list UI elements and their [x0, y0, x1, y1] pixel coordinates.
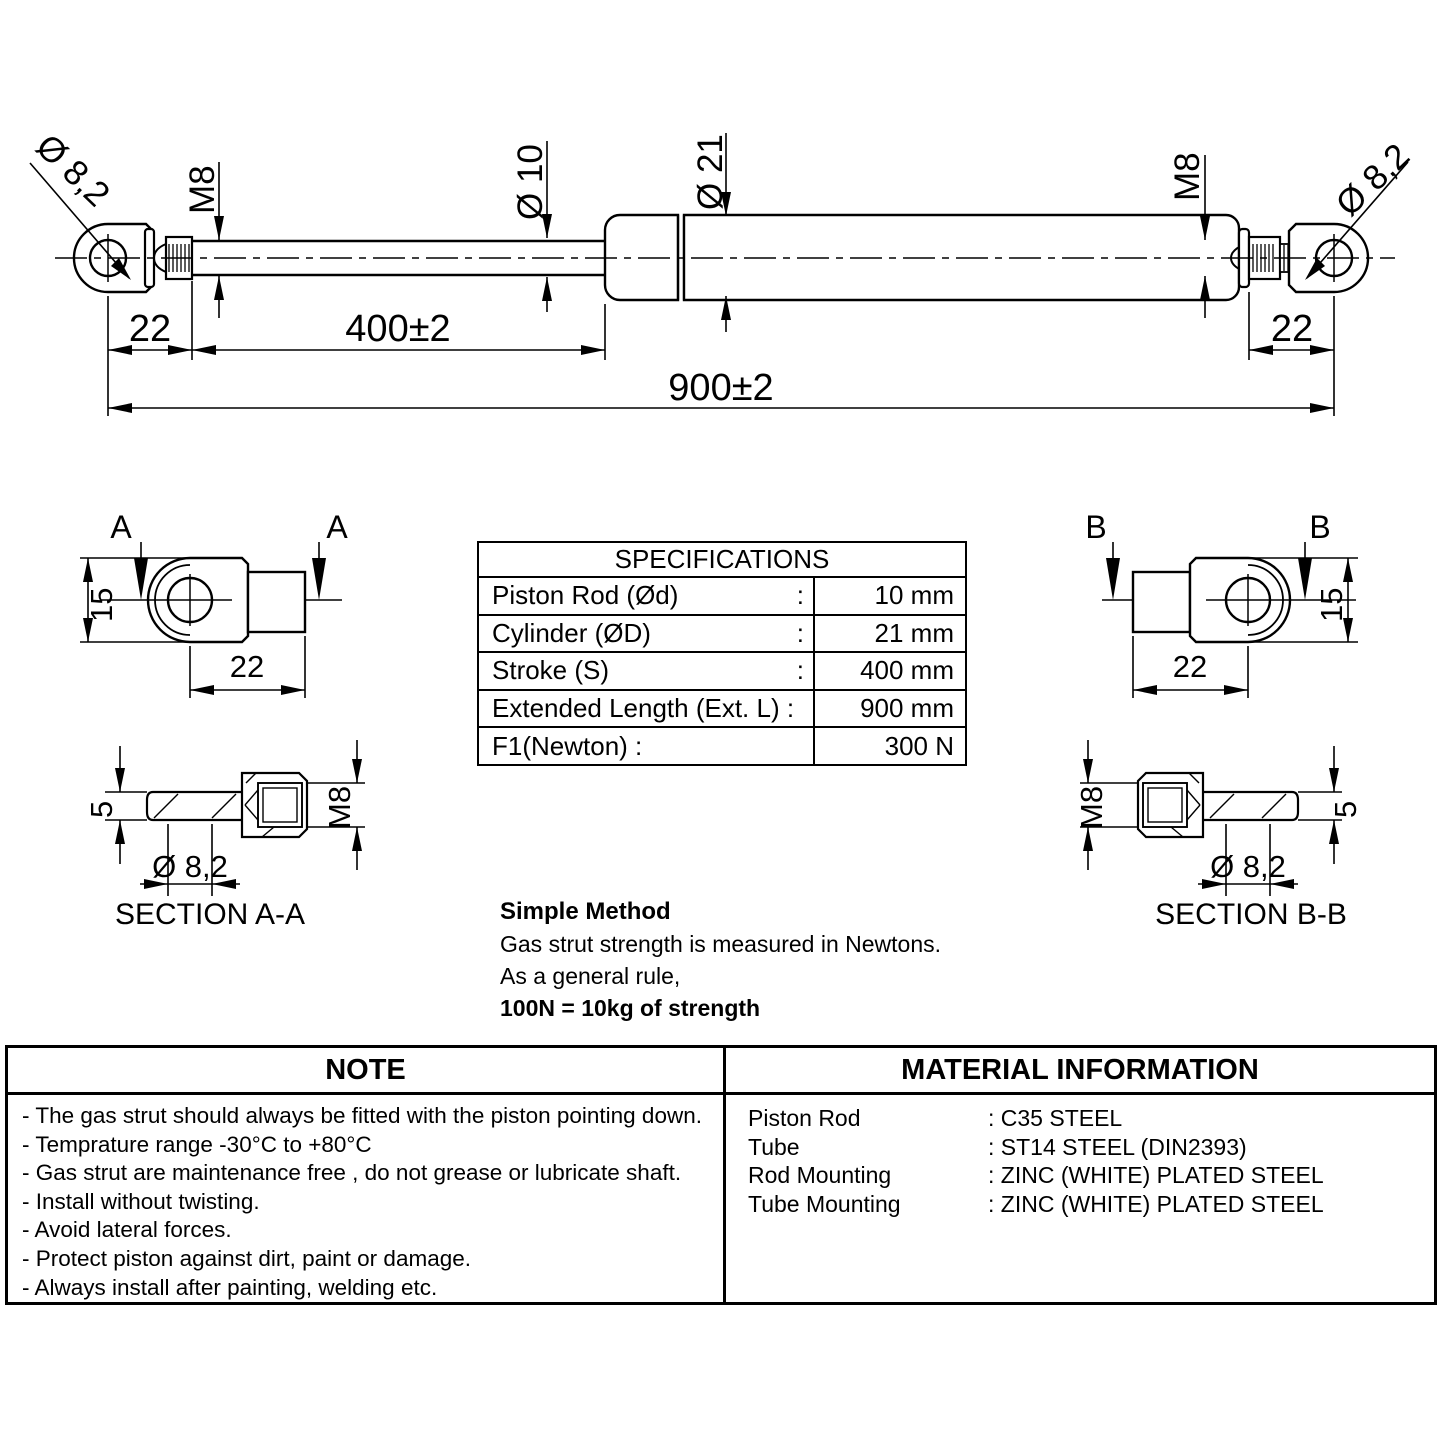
material-label: Rod Mounting [748, 1162, 892, 1189]
spec-label: Piston Rod (Ød) [492, 580, 679, 611]
note-item: - Gas strut are maintenance free , do not grease or lubricate shaft. [22, 1160, 682, 1186]
simple-method-block [500, 896, 970, 1024]
material-label: Tube Mounting [748, 1190, 901, 1217]
spec-label: Extended Length (Ext. L) : [492, 693, 795, 724]
section-b-width-label: 22 [1172, 649, 1208, 684]
material-colon: : [988, 1190, 995, 1217]
specifications-title: SPECIFICATIONS [479, 543, 965, 578]
right-eye-dia-label: Ø 8,2 [1328, 136, 1418, 224]
material-header: MATERIAL INFORMATION [726, 1048, 1434, 1095]
left-eye-dia-label: Ø 8,2 [28, 126, 118, 215]
note-item: - Always install after painting, welding etc. [22, 1274, 438, 1300]
section-a-hole-label: Ø 8,2 [152, 849, 228, 884]
spec-value: 21 mm [874, 617, 954, 648]
spec-row-stroke [479, 653, 965, 691]
note-list [8, 1095, 723, 1302]
section-a-thickness-label: 5 [84, 800, 119, 818]
left-thread-label: M8 [183, 165, 222, 214]
specifications-table [477, 541, 967, 766]
spec-value: 300 N [884, 730, 954, 761]
spec-label: F1(Newton) : [492, 730, 643, 761]
note-header: NOTE [8, 1048, 723, 1095]
section-b-stub [1133, 572, 1190, 632]
simple-method-line3: 100N = 10kg of strength [500, 995, 761, 1021]
spec-row-force [479, 728, 965, 764]
section-a-title: SECTION A-A [114, 898, 306, 931]
section-a-width-label: 22 [229, 649, 265, 684]
material-value: ZINC (WHITE) PLATED STEEL [1000, 1190, 1324, 1217]
note-item: - Install without twisting. [22, 1188, 260, 1214]
material-column [726, 1048, 1434, 1302]
dim-extended-length-label: 900±2 [668, 367, 774, 409]
note-item: - Protect piston against dirt, paint or damage. [22, 1245, 471, 1271]
material-colon: : [988, 1133, 995, 1160]
section-b-hole-label: Ø 8,2 [1210, 849, 1286, 884]
spec-value: 10 mm [874, 580, 954, 611]
spec-row-cylinder [479, 616, 965, 654]
material-row-tube [748, 1133, 1424, 1162]
section-a-marker-right: A [326, 509, 348, 545]
dim-left-eye-label: 22 [128, 308, 172, 350]
spec-row-extended-length [479, 691, 965, 729]
section-a-thread-label: M8 [322, 785, 357, 829]
note-item: - The gas strut should always be fitted with the piston pointing down. [22, 1103, 702, 1128]
material-row-piston-rod [748, 1104, 1424, 1133]
material-colon: : [988, 1105, 995, 1131]
spec-label: Stroke (S) [492, 655, 610, 686]
material-list [726, 1095, 1434, 1218]
note-material-table [5, 1045, 1437, 1305]
simple-method-title: Simple Method [500, 898, 671, 925]
section-a-height-label: 15 [84, 587, 119, 622]
spec-label: Cylinder (ØD) [492, 617, 651, 648]
material-value: ST14 STEEL (DIN2393) [1000, 1133, 1247, 1160]
gas-strut-assembly-view [55, 215, 1395, 300]
simple-method-line2: As a general rule, [500, 963, 681, 989]
section-b-marker-right: B [1309, 509, 1331, 545]
right-thread-label: M8 [1168, 152, 1207, 201]
spec-row-piston-rod [479, 578, 965, 616]
section-a-stub [248, 572, 305, 632]
spec-value: 900 mm [860, 693, 954, 724]
dim-stroke-label: 400±2 [345, 308, 451, 350]
section-b-marker-left: B [1085, 509, 1107, 545]
section-b-thread-label: M8 [1074, 785, 1109, 829]
spec-colon: : [796, 655, 804, 686]
spec-value: 400 mm [860, 655, 954, 686]
material-value: C35 STEEL [1000, 1105, 1123, 1131]
note-item: - Avoid lateral forces. [22, 1217, 232, 1243]
simple-method-line1: Gas strut strength is measured in Newtons. [500, 931, 942, 957]
section-b-title: SECTION B-B [1155, 898, 1347, 931]
material-colon: : [988, 1162, 995, 1189]
material-label: Tube [748, 1133, 800, 1160]
section-a-bar [147, 792, 242, 820]
rod-dia-label: Ø 10 [511, 144, 550, 220]
section-b-height-label: 15 [1314, 587, 1349, 622]
material-row-rod-mounting [748, 1161, 1424, 1190]
note-column [8, 1048, 726, 1302]
spec-colon: : [796, 617, 804, 648]
dim-right-eye-label: 22 [1270, 308, 1314, 350]
material-label: Piston Rod [748, 1105, 861, 1131]
tube-dia-label: Ø 21 [691, 134, 730, 210]
material-row-tube-mounting [748, 1190, 1424, 1219]
section-a-marker-left: A [110, 509, 132, 545]
material-value: ZINC (WHITE) PLATED STEEL [1000, 1162, 1324, 1189]
spec-colon: : [796, 580, 804, 611]
note-item: - Temprature range -30°C to +80°C [22, 1131, 372, 1157]
section-b-thickness-label: 5 [1328, 800, 1363, 818]
